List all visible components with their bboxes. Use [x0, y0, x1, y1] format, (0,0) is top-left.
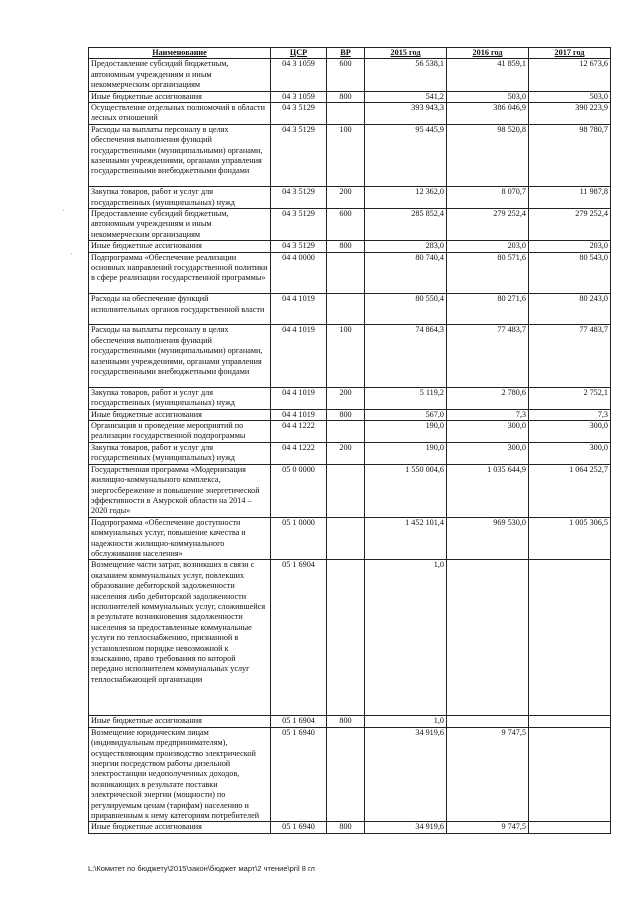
row-2017-cell: 11 987,8 [529, 187, 611, 209]
row-csr-cell: 04 4 1019 [271, 409, 327, 420]
row-vr-cell [327, 294, 365, 325]
row-name-cell: Возмещение юридическим лицам (индивидуальным предпринимателям), осуществляющим производство электрической энергии посредством работы дизельной электростанции недополученных доходов, возникающих в результате поставки электрической энергии (мощности) по регулируемым ценам (тарифам) населению и приравненным к нему категориям потребителей [89, 727, 271, 822]
row-name-cell: Подпрограмма «Обеспечение доступности коммунальных услуг, повышение качества и надежности жилищно-коммунального обслуживания населения» [89, 517, 271, 560]
row-name-cell: Предоставление субсидий бюджетным, автономным учреждениям и иным некоммерческим организациям [89, 209, 271, 241]
row-vr-cell: 800 [327, 716, 365, 727]
row-csr-cell: 05 1 6940 [271, 727, 327, 822]
row-2015-cell: 190,0 [365, 421, 447, 443]
table-row [89, 716, 611, 727]
row-csr-cell: 04 3 1059 [271, 91, 327, 102]
row-csr-cell: 05 1 6904 [271, 716, 327, 727]
row-csr-cell: 04 3 5129 [271, 124, 327, 186]
table-row [89, 464, 611, 517]
row-name-cell: Расходы на выплаты персоналу в целях обеспечения выполнения функций государственными (муниципальными) органами, казенными учреждениями, органами управления государственными внебюджетными фондами [89, 124, 271, 186]
row-2017-cell [529, 727, 611, 822]
row-vr-cell [327, 103, 365, 125]
row-2017-cell: 300,0 [529, 421, 611, 443]
row-name-cell: Расходы на обеспечение функций исполнительных органов государственной власти [89, 294, 271, 325]
header-2016: 2016 год [447, 48, 529, 59]
row-2016-cell: 9 747,5 [447, 727, 529, 822]
table-row [89, 409, 611, 420]
row-2016-cell [447, 560, 529, 716]
table-row [89, 560, 611, 716]
table-body [89, 59, 611, 833]
table-row [89, 59, 611, 91]
row-name-cell: Иные бюджетные ассигнования [89, 91, 271, 102]
row-name-cell: Расходы на выплаты персоналу в целях обеспечения выполнения функций государственными (муниципальными) органами, казенными учреждениями, органами управления государственными внебюджетными фондами [89, 325, 271, 387]
row-2016-cell: 41 859,1 [447, 59, 529, 91]
header-name: Наименование [89, 48, 271, 59]
row-2017-cell: 390 223,9 [529, 103, 611, 125]
row-vr-cell [327, 517, 365, 560]
row-vr-cell: 200 [327, 387, 365, 409]
scan-dot-mark: · [70, 250, 73, 259]
row-2015-cell: 1,0 [365, 560, 447, 716]
row-vr-cell: 100 [327, 325, 365, 387]
row-2016-cell: 203,0 [447, 241, 529, 252]
row-2016-cell: 1 035 644,9 [447, 464, 529, 517]
row-2017-cell: 80 243,0 [529, 294, 611, 325]
row-2016-cell: 80 271,6 [447, 294, 529, 325]
row-2015-cell: 5 119,2 [365, 387, 447, 409]
row-vr-cell: 200 [327, 187, 365, 209]
row-2017-cell: 1 064 252,7 [529, 464, 611, 517]
row-name-cell: Иные бюджетные ассигнования [89, 822, 271, 833]
table-row [89, 187, 611, 209]
row-2015-cell: 285 852,4 [365, 209, 447, 241]
row-csr-cell: 05 1 6904 [271, 560, 327, 716]
row-2016-cell: 2 780,6 [447, 387, 529, 409]
row-2016-cell: 279 252,4 [447, 209, 529, 241]
row-2017-cell [529, 716, 611, 727]
row-2016-cell: 300,0 [447, 442, 529, 464]
table-row [89, 727, 611, 822]
row-2017-cell: 203,0 [529, 241, 611, 252]
row-2015-cell: 80 550,4 [365, 294, 447, 325]
table-row [89, 124, 611, 186]
table-row [89, 252, 611, 294]
row-csr-cell: 04 4 1019 [271, 325, 327, 387]
header-2015: 2015 год [365, 48, 447, 59]
row-2017-cell [529, 822, 611, 833]
row-2017-cell [529, 560, 611, 716]
row-2015-cell: 56 538,1 [365, 59, 447, 91]
row-2015-cell: 34 919,6 [365, 727, 447, 822]
row-csr-cell: 04 4 1019 [271, 387, 327, 409]
row-csr-cell: 04 4 1222 [271, 442, 327, 464]
row-2015-cell: 95 445,9 [365, 124, 447, 186]
row-name-cell: Закупка товаров, работ и услуг для государственных (муниципальных) нужд [89, 442, 271, 464]
row-2016-cell: 9 747,5 [447, 822, 529, 833]
row-name-cell: Иные бюджетные ассигнования [89, 409, 271, 420]
table-row [89, 209, 611, 241]
row-csr-cell: 04 4 1019 [271, 294, 327, 325]
row-2016-cell [447, 716, 529, 727]
table-row [89, 103, 611, 125]
row-vr-cell: 800 [327, 822, 365, 833]
row-2017-cell: 1 005 306,5 [529, 517, 611, 560]
row-name-cell: Государственная программа «Модернизация жилищно-коммунального комплекса, энергосбережение и повышение энергетической эффективности в Амурской области на 2014 – 2020 годы» [89, 464, 271, 517]
row-vr-cell: 800 [327, 91, 365, 102]
row-2015-cell: 393 943,3 [365, 103, 447, 125]
row-vr-cell: 100 [327, 124, 365, 186]
row-name-cell: Подпрограмма «Обеспечение реализации основных направлений государственной политики в сфере реализации государственной программы» [89, 252, 271, 294]
row-csr-cell: 04 3 5129 [271, 241, 327, 252]
row-name-cell: Иные бюджетные ассигнования [89, 716, 271, 727]
budget-table [88, 47, 611, 834]
row-csr-cell: 05 0 0000 [271, 464, 327, 517]
row-csr-cell: 04 3 1059 [271, 59, 327, 91]
row-2017-cell: 80 543,0 [529, 252, 611, 294]
row-vr-cell [327, 421, 365, 443]
row-vr-cell [327, 727, 365, 822]
row-csr-cell: 04 4 1222 [271, 421, 327, 443]
table-row [89, 822, 611, 833]
row-vr-cell: 800 [327, 241, 365, 252]
table-row [89, 421, 611, 443]
row-2016-cell: 98 520,8 [447, 124, 529, 186]
row-2016-cell: 300,0 [447, 421, 529, 443]
row-vr-cell [327, 464, 365, 517]
row-name-cell: Иные бюджетные ассигнования [89, 241, 271, 252]
row-2016-cell: 77 483,7 [447, 325, 529, 387]
table-row [89, 91, 611, 102]
row-2015-cell: 190,0 [365, 442, 447, 464]
table-row [89, 517, 611, 560]
row-2017-cell: 7,3 [529, 409, 611, 420]
header-2017: 2017 год [529, 48, 611, 59]
row-name-cell: Закупка товаров, работ и услуг для государственных (муниципальных) нужд [89, 387, 271, 409]
header-vr: ВР [327, 48, 365, 59]
row-vr-cell [327, 560, 365, 716]
row-vr-cell: 600 [327, 59, 365, 91]
table-header-row [89, 48, 611, 59]
row-vr-cell: 200 [327, 442, 365, 464]
row-name-cell: Организация и проведение мероприятий по реализации государственной подпрограммы [89, 421, 271, 443]
row-vr-cell: 600 [327, 209, 365, 241]
row-csr-cell: 04 3 5129 [271, 103, 327, 125]
row-2016-cell: 7,3 [447, 409, 529, 420]
header-csr: ЦСР [271, 48, 327, 59]
row-name-cell: Возмещение части затрат, возникших в связи с оказанием коммунальных услуг, повлекших образование дебиторской задолженности населения либо дебиторской задолженности исполнителей коммунальных услуг, сложившейся в результате возникновения задолженности населения за предоставленные коммунальные услуги по теплоснабжению, признанной в установленном порядке невозможной к взысканию, право требования по которой передано исполнителем коммунальных услуг теплоснабжающей организации [89, 560, 271, 716]
table-row [89, 442, 611, 464]
row-2017-cell: 77 483,7 [529, 325, 611, 387]
row-2016-cell: 80 571,6 [447, 252, 529, 294]
row-2016-cell: 386 046,9 [447, 103, 529, 125]
row-2016-cell: 503,0 [447, 91, 529, 102]
scan-dot-mark: · [62, 206, 65, 215]
row-2017-cell: 2 752,1 [529, 387, 611, 409]
row-2015-cell: 541,2 [365, 91, 447, 102]
row-2017-cell: 98 780,7 [529, 124, 611, 186]
row-2017-cell: 503,0 [529, 91, 611, 102]
row-csr-cell: 05 1 6940 [271, 822, 327, 833]
row-csr-cell: 05 1 0000 [271, 517, 327, 560]
row-2015-cell: 1 550 004,6 [365, 464, 447, 517]
row-name-cell: Осуществление отдельных полномочий в области лесных отношений [89, 103, 271, 125]
row-2017-cell: 279 252,4 [529, 209, 611, 241]
row-2015-cell: 283,0 [365, 241, 447, 252]
row-2015-cell: 1,0 [365, 716, 447, 727]
row-vr-cell [327, 252, 365, 294]
row-name-cell: Предоставление субсидий бюджетным, автономным учреждениям и иным некоммерческим организациям [89, 59, 271, 91]
file-path-footer: L:\Комитет по бюджету\2015\закон\бюджет март\2 чтение\pril 8 гл [88, 864, 315, 873]
row-2015-cell: 34 919,6 [365, 822, 447, 833]
row-csr-cell: 04 3 5129 [271, 187, 327, 209]
row-2015-cell: 12 362,0 [365, 187, 447, 209]
row-2017-cell: 300,0 [529, 442, 611, 464]
table-row [89, 241, 611, 252]
row-2016-cell: 969 530,0 [447, 517, 529, 560]
row-vr-cell: 800 [327, 409, 365, 420]
row-2017-cell: 12 673,6 [529, 59, 611, 91]
row-2015-cell: 1 452 101,4 [365, 517, 447, 560]
table-row [89, 294, 611, 325]
row-csr-cell: 04 3 5129 [271, 209, 327, 241]
row-name-cell: Закупка товаров, работ и услуг для государственных (муниципальных) нужд [89, 187, 271, 209]
row-2016-cell: 8 070,7 [447, 187, 529, 209]
row-csr-cell: 04 4 0000 [271, 252, 327, 294]
table-row [89, 387, 611, 409]
table-row [89, 325, 611, 387]
row-2015-cell: 74 864,3 [365, 325, 447, 387]
row-2015-cell: 80 740,4 [365, 252, 447, 294]
row-2015-cell: 567,0 [365, 409, 447, 420]
